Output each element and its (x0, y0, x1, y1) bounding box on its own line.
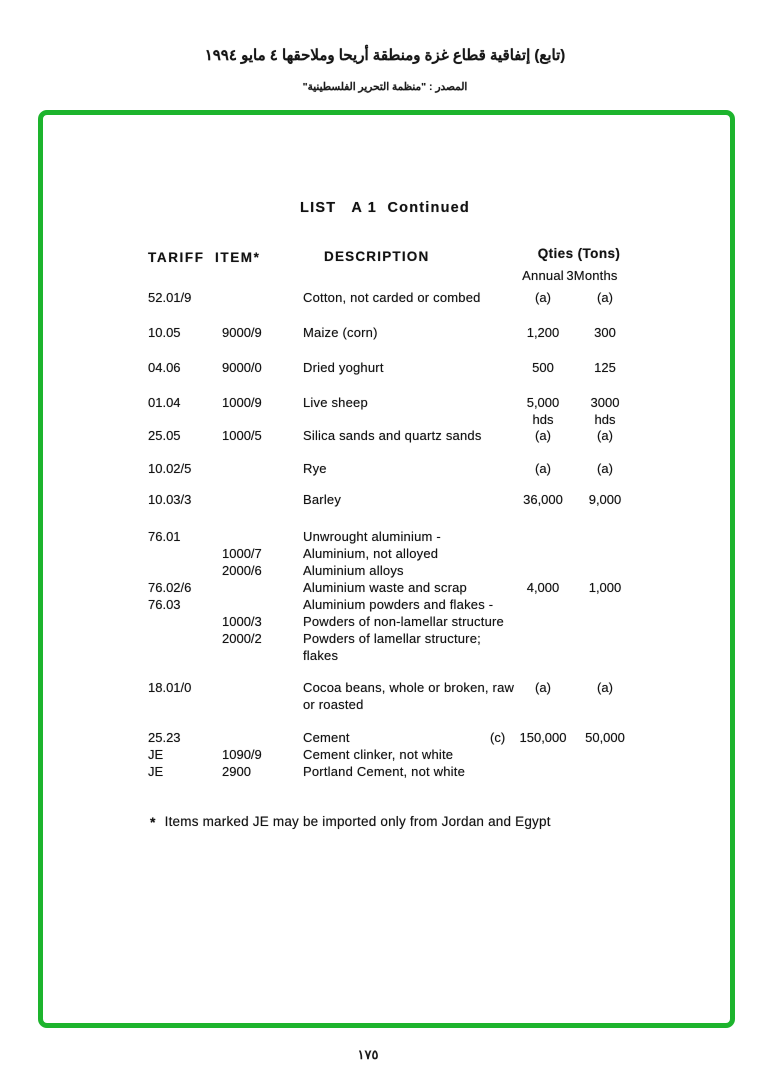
months-cell: (a) (597, 428, 613, 443)
arabic-title: (تابع) إتفاقية قطاع غزة ومنطقة أريحا وملاحقها ٤ مايو ١٩٩٤ (204, 47, 566, 64)
tariff-cell: 25.23 (148, 730, 181, 745)
tariff-cell: JE (148, 747, 164, 762)
description-cell (303, 528, 543, 545)
annual-cell: 4,000 (526, 580, 560, 595)
column-header-qties: Qties (Tons) (537, 246, 621, 261)
footnote-marker: * (150, 814, 156, 830)
tariff-cell: 10.05 (148, 325, 181, 340)
tariff-table (148, 289, 648, 780)
description-cell (303, 460, 543, 477)
description-cell (303, 394, 543, 411)
months-unit: hds (594, 412, 616, 427)
column-header-item: ITEM* (215, 250, 261, 265)
item-cell: 2000/2 (222, 631, 262, 646)
description-line-1: Rye (303, 461, 327, 476)
table-row (148, 596, 648, 613)
description-cell (303, 579, 543, 596)
tariff-cell: 01.04 (148, 395, 181, 410)
table-row (148, 630, 648, 664)
description-line-1: Cotton, not carded or combed (303, 290, 481, 305)
description-line-1: Silica sands and quartz sands (303, 428, 482, 443)
description-line-1: Powders of lamellar structure; (303, 631, 481, 646)
annual-unit: hds (532, 412, 554, 427)
item-cell: 2900 (222, 764, 251, 779)
tariff-cell: 76.01 (148, 529, 181, 544)
column-header-tariff: TARIFF (148, 250, 205, 265)
column-header-annual: Annual (522, 268, 564, 283)
annual-cell (512, 394, 574, 428)
description-cell (303, 491, 543, 508)
tariff-cell: 18.01/0 (148, 680, 192, 695)
table-row (148, 729, 648, 746)
annual-cell: (a) (535, 680, 551, 695)
months-cell: (a) (597, 680, 613, 695)
item-cell: 2000/6 (222, 563, 262, 578)
description-cell (303, 746, 543, 763)
item-cell: 1000/5 (222, 428, 262, 443)
description-cell (303, 289, 543, 306)
tariff-cell: 10.03/3 (148, 492, 192, 507)
months-cell: 50,000 (585, 730, 625, 745)
months-cell (574, 394, 636, 428)
annual-cell: 1,200 (526, 325, 560, 340)
months-value: 3000 (590, 395, 620, 410)
item-cell: 1090/9 (222, 747, 262, 762)
table-row (148, 427, 648, 444)
description-cell (303, 545, 543, 562)
description-line-1: Live sheep (303, 395, 368, 410)
item-cell: 9000/0 (222, 360, 262, 375)
column-header-description: DESCRIPTION (324, 249, 430, 264)
description-cell (303, 613, 543, 630)
item-cell: 1000/7 (222, 546, 262, 561)
months-cell: 300 (594, 325, 616, 340)
description-cell (303, 729, 543, 746)
months-cell: (a) (597, 290, 613, 305)
description-cell (303, 596, 543, 613)
description-cell (303, 324, 543, 341)
footnote-text: Items marked JE may be imported only from Jordan and Egypt (164, 814, 551, 829)
table-row (148, 289, 648, 306)
tariff-cell: 76.03 (148, 597, 181, 612)
tariff-cell: 04.06 (148, 360, 181, 375)
table-row (148, 324, 648, 341)
annual-cell: 500 (532, 360, 554, 375)
tariff-cell: 76.02/6 (148, 580, 192, 595)
description-line-1: Cement clinker, not white (303, 747, 454, 762)
annual-cell: 150,000 (519, 730, 567, 745)
column-header-3months: 3Months (566, 268, 618, 283)
description-line-1: Dried yoghurt (303, 360, 384, 375)
tariff-cell: 52.01/9 (148, 290, 192, 305)
tariff-cell: 25.05 (148, 428, 181, 443)
description-line-2: or roasted (303, 697, 364, 712)
description-line-2: flakes (303, 648, 339, 663)
tariff-cell: 10.02/5 (148, 461, 192, 476)
description-cell (303, 359, 543, 376)
item-cell: 9000/9 (222, 325, 262, 340)
table-row (148, 613, 648, 630)
description-cell (303, 679, 543, 713)
table-row (148, 491, 648, 508)
description-cell (303, 562, 543, 579)
table-row (148, 394, 648, 427)
item-cell: 1000/3 (222, 614, 262, 629)
months-cell: 1,000 (588, 580, 622, 595)
table-row (148, 528, 648, 545)
months-cell: (a) (597, 461, 613, 476)
description-cell (303, 427, 543, 444)
table-row (148, 763, 648, 780)
description-line-1: Maize (corn) (303, 325, 378, 340)
table-row (148, 746, 648, 763)
annual-value: 5,000 (526, 395, 560, 410)
description-line-1: Powders of non-lamellar structure (303, 614, 504, 629)
table-row (148, 545, 648, 562)
description-line-1: Aluminium waste and scrap (303, 580, 467, 595)
description-cell (303, 763, 543, 780)
description-line-1: Aluminium powders and flakes - (303, 597, 494, 612)
description-line-1: Portland Cement, not white (303, 764, 466, 779)
arabic-source: المصدر : "منظمة التحرير الفلسطينية" (302, 81, 468, 93)
table-row (148, 562, 648, 579)
description-line-1: Cement (303, 730, 350, 745)
annual-cell: (a) (535, 461, 551, 476)
annual-cell: (a) (535, 290, 551, 305)
months-cell: 125 (594, 360, 616, 375)
footnote (150, 814, 551, 830)
description-line-1: Barley (303, 492, 342, 507)
annual-cell: 36,000 (523, 492, 563, 507)
months-cell: 9,000 (588, 492, 622, 507)
item-cell: 1000/9 (222, 395, 262, 410)
description-line-1: Cocoa beans, whole or broken, raw (303, 680, 515, 695)
tariff-cell: JE (148, 764, 164, 779)
description-line-1: Unwrought aluminium - (303, 529, 441, 544)
table-row (148, 679, 648, 713)
description-cell (303, 630, 543, 664)
description-line-1: Aluminium, not alloyed (303, 546, 439, 561)
description-line-1: Aluminium alloys (303, 563, 404, 578)
list-title: LIST A 1 Continued (300, 200, 470, 216)
page-number: ١٧٥ (357, 1047, 379, 1062)
table-row (148, 579, 648, 596)
table-row (148, 460, 648, 477)
table-row (148, 359, 648, 376)
note-cell: (c) (490, 730, 506, 745)
annual-cell: (a) (535, 428, 551, 443)
